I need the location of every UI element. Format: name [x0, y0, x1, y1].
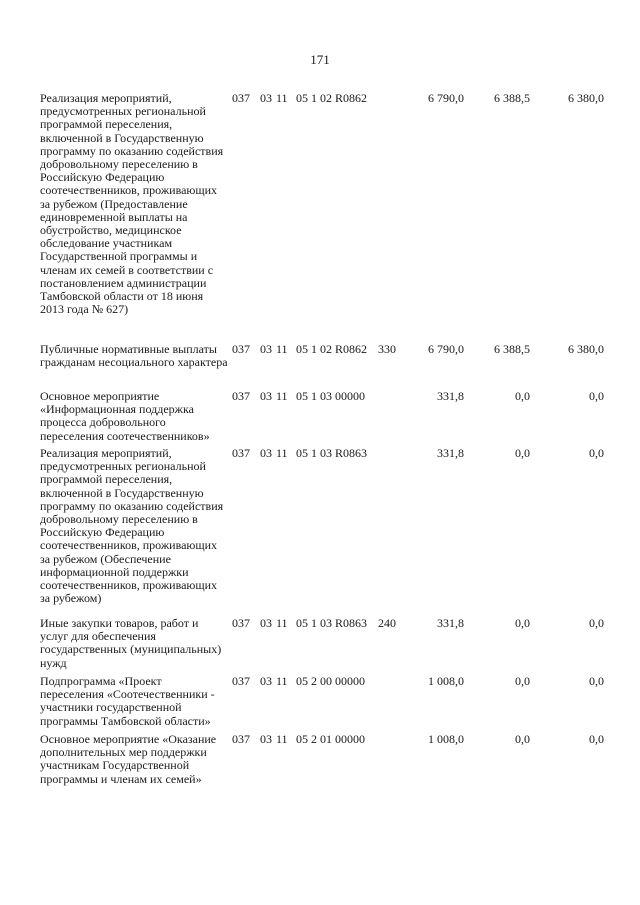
cell-section: 03 [260, 732, 272, 746]
cell-value-1: 6 790,0 [428, 342, 464, 356]
cell-value-1: 1 008,0 [428, 674, 464, 688]
cell-target-article: 05 1 02 R0862 [296, 342, 368, 356]
cell-grbs: 037 [232, 732, 250, 746]
cell-value-3: 6 380,0 [568, 342, 604, 356]
cell-value-2: 0,0 [515, 732, 530, 746]
row-description: Иные закупки товаров, работ и услуг для обеспечения государственных (муниципальных) нужд [40, 616, 222, 670]
cell-expense-type: 330 [378, 342, 396, 356]
cell-section: 03 [260, 91, 272, 105]
cell-value-1: 331,8 [437, 446, 464, 460]
cell-grbs: 037 [232, 389, 250, 403]
cell-value-1: 331,8 [437, 389, 464, 403]
cell-target-article: 05 1 03 R0863 [296, 446, 368, 460]
cell-value-1: 1 008,0 [428, 732, 464, 746]
cell-value-3: 0,0 [589, 674, 604, 688]
cell-section: 03 [260, 616, 272, 630]
cell-section: 03 [260, 446, 272, 460]
cell-grbs: 037 [232, 446, 250, 460]
cell-value-2: 0,0 [515, 616, 530, 630]
row-description: Основное мероприятие «Оказание дополнительных мер поддержки участникам Государственной программы и членам их семей» [40, 732, 217, 786]
page-number: 171 [310, 52, 330, 67]
cell-subsection: 11 [276, 446, 288, 460]
cell-target-article: 05 2 00 00000 [296, 674, 365, 688]
row-description: Реализация мероприятий, предусмотренных региональной программой переселения, включенной в Государственную программу по оказанию содействия добровольному переселению в Российскую Федерацию соотечественников, проживающих за рубежом (Предоставление единовременной выплаты на обустройство, медицинское обследование участникам Государственной программы и членам их семей в соответствии с постановлением администрации Тамбовской области от 18 июня 2013 года № 627) [40, 91, 224, 317]
cell-value-3: 0,0 [589, 389, 604, 403]
row-description: Публичные нормативные выплаты гражданам несоциального характера [40, 342, 228, 370]
cell-value-1: 6 790,0 [428, 91, 464, 105]
cell-value-2: 6 388,5 [494, 342, 530, 356]
cell-expense-type: 240 [378, 616, 396, 630]
cell-grbs: 037 [232, 91, 250, 105]
cell-value-2: 6 388,5 [494, 91, 530, 105]
cell-subsection: 11 [276, 674, 288, 688]
cell-target-article: 05 2 01 00000 [296, 732, 365, 746]
row-description: Подпрограмма «Проект переселения «Соотечественники - участники государственной программы Тамбовской области» [40, 674, 215, 728]
cell-grbs: 037 [232, 674, 250, 688]
cell-subsection: 11 [276, 732, 288, 746]
cell-target-article: 05 1 03 00000 [296, 389, 365, 403]
cell-section: 03 [260, 674, 272, 688]
cell-target-article: 05 1 02 R0862 [296, 91, 368, 105]
cell-grbs: 037 [232, 616, 250, 630]
cell-value-3: 6 380,0 [568, 91, 604, 105]
cell-section: 03 [260, 342, 272, 356]
row-description: Реализация мероприятий, предусмотренных региональной программой переселения, включенной в Государственную программу по оказанию содействия добровольному переселению в Российскую Федерацию соотечественников, проживающих за рубежом (Обеспечение информационной поддержки соотечественников, проживающих за рубежом) [40, 446, 224, 606]
cell-subsection: 11 [276, 616, 288, 630]
cell-value-3: 0,0 [589, 446, 604, 460]
cell-value-1: 331,8 [437, 616, 464, 630]
cell-subsection: 11 [276, 389, 288, 403]
cell-value-3: 0,0 [589, 616, 604, 630]
cell-subsection: 11 [276, 91, 288, 105]
cell-value-3: 0,0 [589, 732, 604, 746]
cell-section: 03 [260, 389, 272, 403]
cell-value-2: 0,0 [515, 674, 530, 688]
row-description: Основное мероприятие «Информационная поддержка процесса добровольного переселения соотечественников» [40, 389, 210, 443]
cell-subsection: 11 [276, 342, 288, 356]
cell-target-article: 05 1 03 R0863 [296, 616, 368, 630]
cell-value-2: 0,0 [515, 389, 530, 403]
cell-grbs: 037 [232, 342, 250, 356]
cell-value-2: 0,0 [515, 446, 530, 460]
